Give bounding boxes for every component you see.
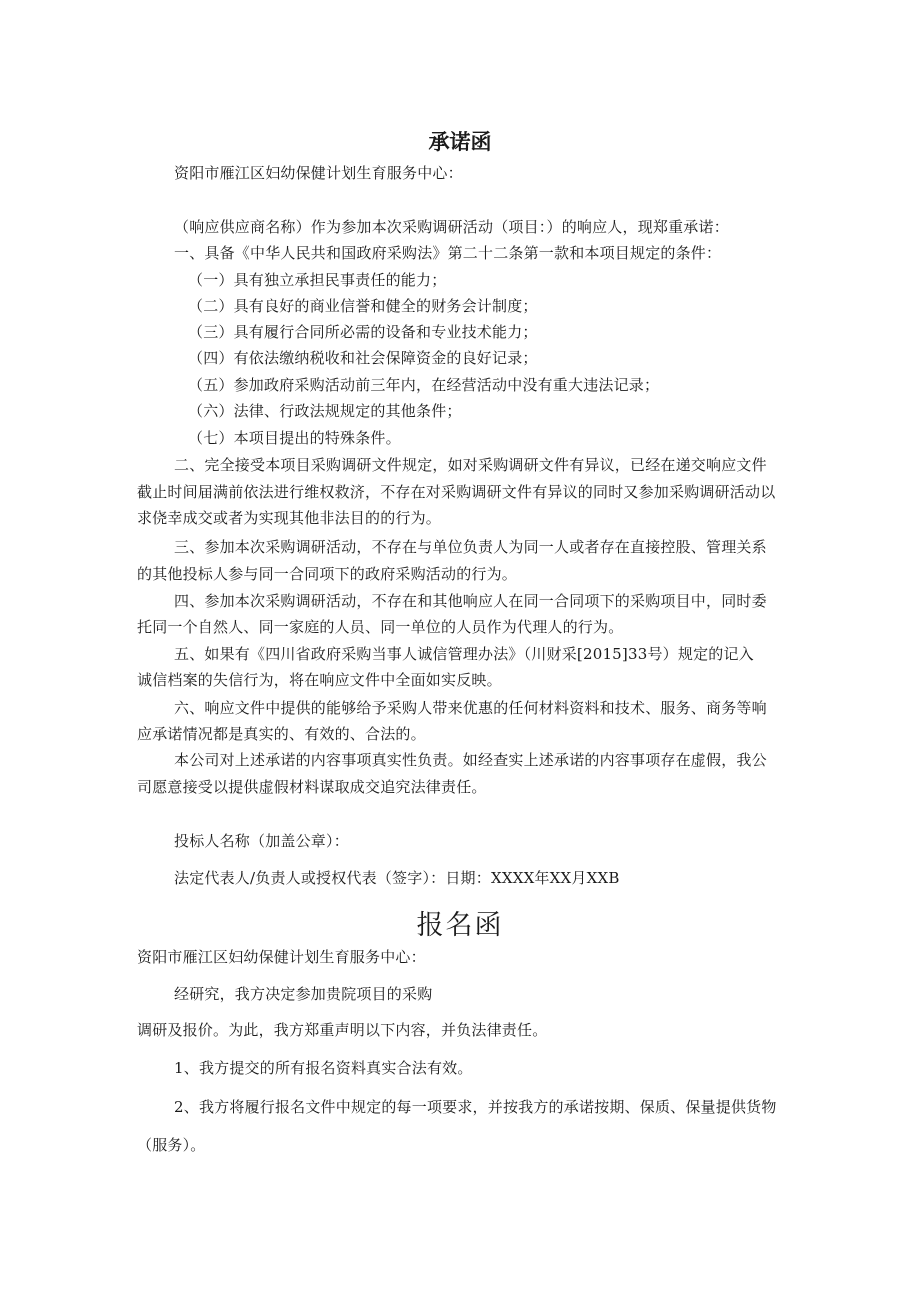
bidder-name-line: 投标人名称（加盖公章）：	[174, 832, 349, 850]
clause-3-line: 三、参加本次采购调研活动，不存在与单位负责人为同一人或者存在直接控股、管理关系	[174, 538, 767, 556]
condition-item: （六）法律、行政法规规定的其他条件；	[188, 402, 462, 420]
commitment-letter-title: 承诺函	[428, 130, 492, 154]
condition-item: （一）具有独立承担民事责任的能力；	[188, 271, 447, 289]
clause-3-line: 的其他投标人参与同一合同项下的政府采购活动的行为。	[137, 565, 518, 583]
clause-2-line: 二、完全接受本项目采购调研文件规定，如对采购调研文件有异议，已经在递交响应文件	[174, 456, 767, 474]
clause-4-line: 四、参加本次采购调研活动，不存在和其他响应人在同一合同项下的采购项目中，同时委	[174, 592, 767, 610]
commitment-intro: （响应供应商名称）作为参加本次采购调研活动（项目：）的响应人，现郑重承诺：	[174, 218, 729, 236]
closing-line: 司愿意接受以提供虚假材料谋取成交追究法律责任。	[137, 778, 487, 796]
registration-letter-title: 报名函	[416, 910, 504, 941]
signature-date-line: 法定代表人/负责人或授权代表（签字）：日期：XXXX年XX月XXB	[174, 869, 620, 887]
registration-line: 调研及报价。为此，我方郑重声明以下内容，并负法律责任。	[137, 1021, 548, 1039]
registration-item-1: 1、我方提交的所有报名资料真实合法有效。	[174, 1059, 473, 1077]
clause-2-line: 求侥幸成交或者为实现其他非法目的的行为。	[137, 509, 442, 527]
clause-5-line: 诚信档案的失信行为，将在响应文件中全面如实反映。	[137, 671, 502, 689]
clause-5-line: 五、如果有《四川省政府采购当事人诚信管理办法》（川财采[2015]33号）规定的记入	[174, 645, 754, 663]
clause-1: 一、具备《中华人民共和国政府采购法》第二十二条第一款和本项目规定的条件：	[174, 244, 722, 262]
condition-item: （五）参加政府采购活动前三年内，在经营活动中没有重大违法记录；	[188, 376, 660, 394]
clause-6-line: 应承诺情况都是真实的、有效的、合法的。	[137, 725, 426, 743]
condition-item: （三）具有履行合同所必需的设备和专业技术能力；	[188, 323, 538, 341]
clause-6-line: 六、响应文件中提供的能够给予采购人带来优惠的任何材料资料和技术、服务、商务等响	[174, 699, 767, 717]
commitment-addressee: 资阳市雁江区妇幼保健计划生育服务中心：	[174, 164, 463, 182]
closing-line: 本公司对上述承诺的内容事项真实性负责。如经查实上述承诺的内容事项存在虚假，我公	[174, 751, 767, 769]
condition-item: （二）具有良好的商业信誉和健全的财务会计制度；	[188, 297, 538, 315]
clause-4-line: 托同一个自然人、同一家庭的人员、同一单位的人员作为代理人的行为。	[137, 618, 624, 636]
clause-2-line: 截止时间届满前依法进行维权救济，不存在对采购调研文件有异议的同时又参加采购调研活动以	[137, 483, 776, 501]
condition-item: （七）本项目提出的特殊条件。	[188, 429, 401, 447]
registration-line: 经研究，我方决定参加贵院项目的采购	[174, 985, 433, 1003]
registration-addressee: 资阳市雁江区妇幼保健计划生育服务中心：	[137, 948, 426, 966]
condition-item: （四）有依法缴纳税收和社会保障资金的良好记录；	[188, 349, 538, 367]
registration-item-2-line: 2、我方将履行报名文件中规定的每一项要求，并按我方的承诺按期、保质、保量提供货物	[174, 1098, 777, 1116]
registration-item-2-line: （服务）。	[137, 1136, 206, 1154]
